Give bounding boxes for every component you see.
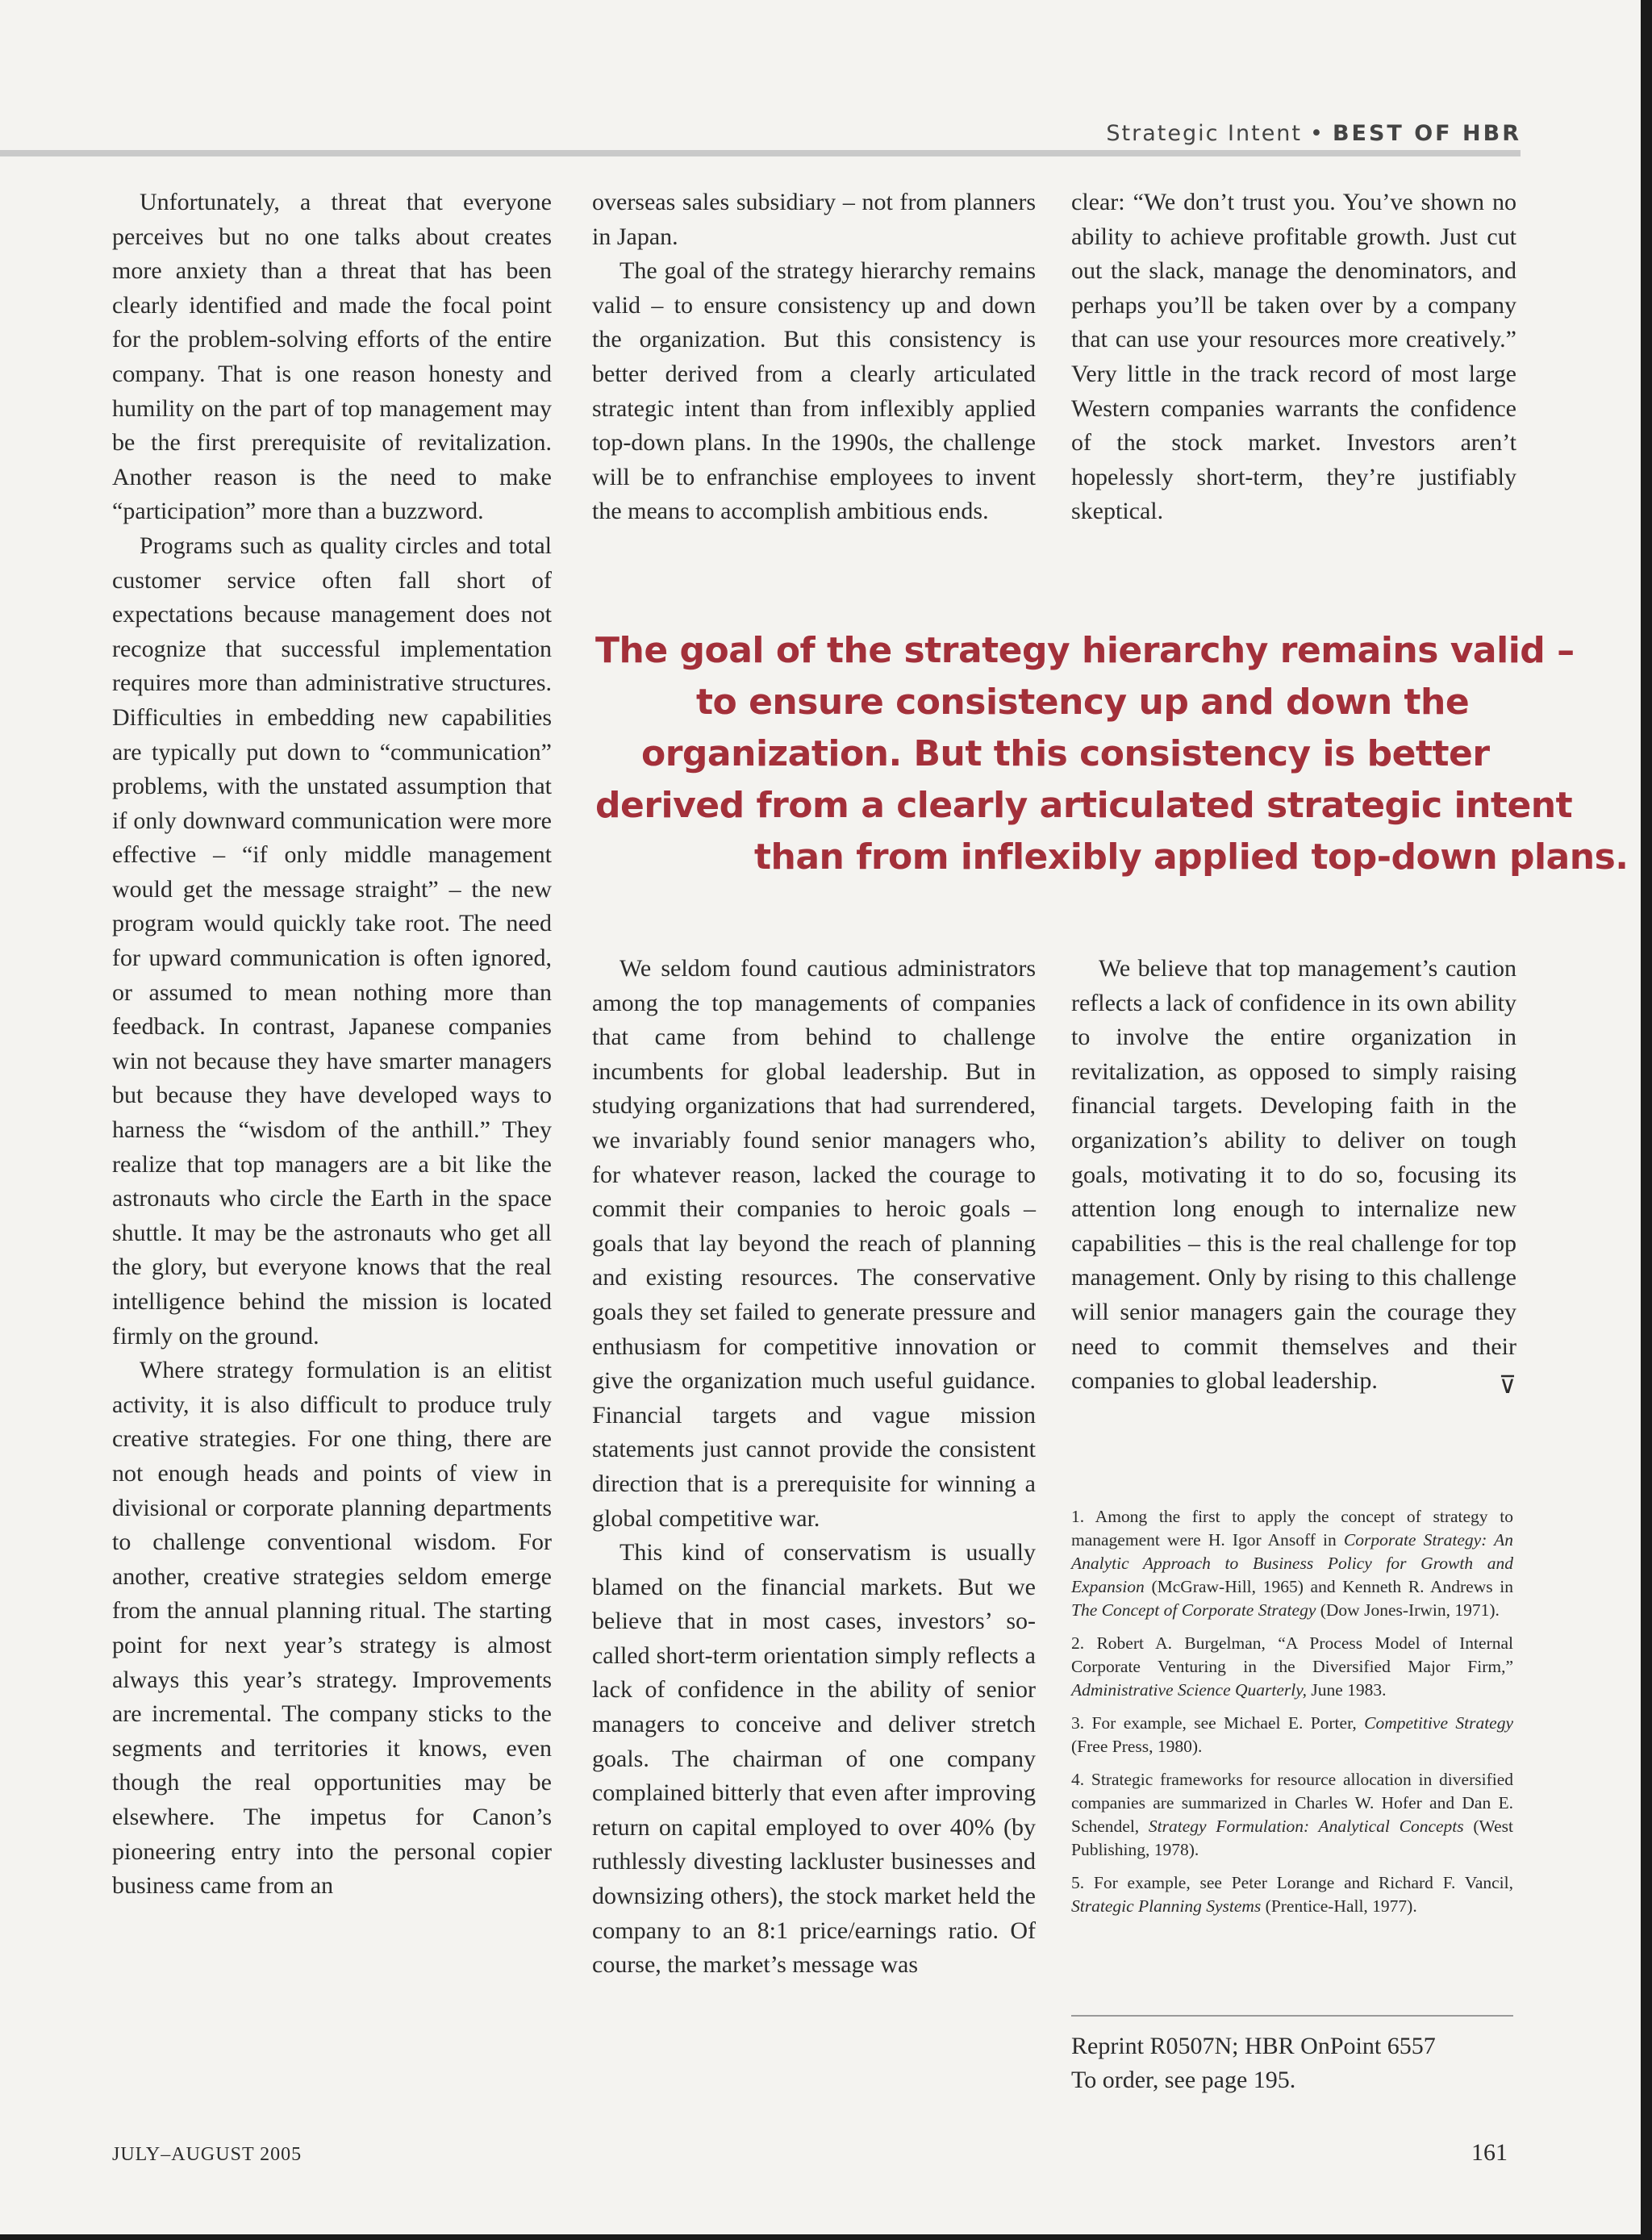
endnote-title: Strategic Planning Systems — [1071, 1896, 1262, 1916]
reprint-order: To order, see page 195. — [1071, 2067, 1296, 2093]
endnote-text: 2. Robert A. Burgelman, “A Process Model of Internal Corporate Venturing in the Diversified Major Firm,” — [1071, 1633, 1513, 1676]
paragraph-text: We believe that top management’s caution reflects a lack of confidence in its own ability to involve the entire organization in revitalization, as opposed to simply raising financial targets. Developing faith in the organization’s ability to deliver on tough goals, motivating it to do so, focusing its attention long enough to internalize new capabilities – this is the real challenge for top management. Only by rising to this challenge will senior managers gain the courage they need to commit themselves and their companies to global leadership. — [1071, 955, 1516, 1395]
column-2-top — [592, 186, 1036, 529]
column-1 — [112, 186, 552, 1904]
endnote-title: Corporate Strategy: An Analytic Approach to Business Policy for Growth and Expansion — [1071, 1530, 1513, 1596]
endnote-1 — [1071, 1505, 1513, 1622]
paragraph: Programs such as quality circles and total customer service often fall short of expectations because management does not recognize that successful implementation requires more than administrative structures. Difficulties in embedding new capabilities are typically put down to “communication” problems, with the unstated assumption that if only downward communication were more effective – “if only middle management would get the message straight” – the new program would quickly take root. The need for upward communication is often ignored, or assumed to mean nothing more than feedback. In contrast, Japanese companies win not because they have smarter managers but because they have developed ways to harness the “wisdom of the anthill.” They realize that top managers are a bit like the astronauts who circle the Earth in the space shuttle. It may be the astronauts who get all the glory, but everyone knows that the real intelligence behind the mission is located firmly on the ground. — [112, 532, 552, 1349]
column-3 — [1071, 952, 1516, 1404]
pull-quote-line: to ensure consistency up and down the — [696, 682, 1470, 723]
header-section: Strategic Intent — [1106, 121, 1302, 146]
endnote-text: (Free Press, 1980). — [1071, 1737, 1203, 1756]
pull-quote — [589, 625, 1629, 883]
endnotes — [1071, 1505, 1513, 1928]
endnote-text: 4. Strategic frameworks for resource allocation in diversified companies are summarized in Charles W. Hofer and Dan E. Schendel, — [1071, 1770, 1513, 1836]
pull-quote-line: organization. But this consistency is better — [641, 733, 1490, 774]
paragraph: Where strategy formulation is an elitist activity, it is also difficult to produce truly creative strategies. For one thing, there are not enough heads and points of view in divisional or corporate planning departments to challenge conventional wisdom. For another, creative strategies seldom emerge from the annual planning ritual. The starting point for next year’s strategy is almost always this year’s strategy. Improvements are incremental. The company sticks to the segments and territories it knows, even though the real opportunities may be elsewhere. The impetus for Canon’s pioneering entry into the personal copier business came from an — [112, 1357, 552, 1900]
endnote-text: June 1983. — [1306, 1680, 1387, 1700]
endnote-2 — [1071, 1632, 1513, 1702]
pull-quote-line: The goal of the strategy hierarchy remains valid – — [595, 630, 1575, 671]
header-separator: • — [1310, 121, 1325, 146]
paragraph: We seldom found cautious administrators among the top managements of companies that came from behind to challenge incumbents for global leadership. But in studying organizations that had surrendered, we invariably found senior managers who, for whatever reason, lacked the courage to commit their companies to heroic goals – goals that lay beyond the reach of planning and existing resources. The conservative goals they set failed to generate pressure and enthusiasm for competitive innovation or give the organization much useful guidance. Financial targets and vague mission statements just cannot provide the consistent direction that is a prerequisite for winning a global competitive war. — [592, 955, 1036, 1532]
endnote-text: 5. For example, see Peter Lorange and Richard F. Vancil, — [1071, 1873, 1513, 1892]
endnote-text: (Dow Jones-Irwin, 1971). — [1316, 1600, 1500, 1620]
endnote-text: (West Publishing, 1978). — [1071, 1817, 1513, 1859]
endnote-3 — [1071, 1712, 1513, 1758]
endnote-title: Administrative Science Quarterly, — [1071, 1680, 1307, 1700]
column-3-top — [1071, 186, 1516, 529]
endnote-4 — [1071, 1768, 1513, 1862]
endnote-text: (McGraw-Hill, 1965) and Kenneth R. Andrews in — [1144, 1577, 1513, 1596]
header-rule — [0, 150, 1521, 156]
page-number: 161 — [1471, 2139, 1508, 2166]
endnote-5 — [1071, 1871, 1513, 1918]
end-mark-icon: ⊽ — [1499, 1372, 1516, 1399]
endnote-title: The Concept of Corporate Strategy — [1071, 1600, 1316, 1620]
endnote-text: 3. For example, see Michael E. Porter, — [1071, 1713, 1365, 1733]
pull-quote-line: derived from a clearly articulated strategic intent — [595, 785, 1573, 826]
endnote-title: Strategy Formulation: Analytical Concepts — [1148, 1817, 1464, 1836]
column-2 — [592, 952, 1036, 1983]
header-series: BEST OF HBR — [1332, 121, 1521, 146]
endnote-text: (Prentice-Hall, 1977). — [1261, 1896, 1417, 1916]
paragraph: This kind of conservatism is usually blamed on the financial markets. But we believe that in most cases, investors’ so-called short-term orientation simply reflects a lack of confidence in the ability of senior managers to conceive and deliver stretch goals. The chairman of one company complained bitterly that even after improving return on capital employed to over 40% (by ruthlessly divesting lackluster businesses and downsizing others), the stock market held the company to an 8:1 price/earnings ratio. Of course, the market’s message was — [592, 1539, 1036, 1979]
paragraph: overseas sales subsidiary – not from planners in Japan. — [592, 189, 1036, 250]
issue-date: JULY–AUGUST 2005 — [112, 2144, 302, 2165]
reprint-divider — [1071, 2015, 1513, 2017]
endnote-title: Competitive Strategy — [1364, 1713, 1513, 1733]
paragraph: clear: “We don’t trust you. You’ve shown no ability to achieve profitable growth. Just cut out the slack, manage the denominators, and perhaps you’ll be taken over by a company that can use your resources more creatively.” Very little in the track record of most large Western companies warrants the confidence of the stock market. Investors aren’t hopelessly short-term, they’re justifiably skeptical. — [1071, 189, 1516, 525]
paragraph: The goal of the strategy hierarchy remains valid – to ensure consistency up and down the organization. But this consistency is better derived from a clearly articulated strategic intent than from inflexibly applied top-down plans. In the 1990s, the challenge will be to enfranchise employees to invent the means to accomplish ambitious ends. — [592, 257, 1036, 525]
reprint-info — [1071, 2029, 1523, 2097]
reprint-code: Reprint R0507N; HBR OnPoint 6557 — [1071, 2033, 1436, 2059]
pull-quote-line: than from inflexibly applied top-down plans. — [754, 836, 1629, 878]
running-header — [1106, 121, 1521, 146]
endnote-text: 1. Among the first to apply the concept of strategy to management were H. Igor Ansoff in — [1071, 1507, 1513, 1550]
paragraph — [1071, 952, 1516, 1399]
paragraph: Unfortunately, a threat that everyone perceives but no one talks about creates more anxiety than a threat that has been clearly identified and made the focal point for the problem-solving efforts of the entire company. That is one reason honesty and humility on the part of top management may be the first prerequisite of revitalization. Another reason is the need to make “participation” more than a buzzword. — [112, 189, 552, 525]
